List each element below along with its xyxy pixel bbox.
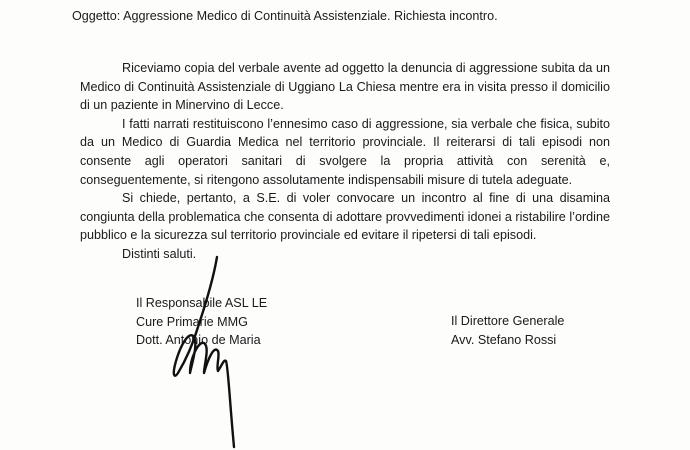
left-signatory-role: Il Responsabile ASL LE: [136, 296, 268, 310]
right-signatory: [451, 312, 564, 349]
paragraph-2: I fatti narrati restituiscono l’ennesimo caso di aggressione, sia verbale che fisica, subito da un Medico di Guardia Medica nel territorio provinciale. Il reiterarsi di tali episodi non consente agli operatori sanitari di svolgere la propria attività con serenità e, conseguentemente, si ritengono assolutamente indispensabili misure di tutela adeguate.: [80, 116, 610, 187]
right-signatory-name: Avv. Stefano Rossi: [451, 332, 557, 347]
paragraph-3: Si chiede, pertanto, a S.E. di voler convocare un incontro al fine di una disamina congiunta della problematica che consenta di adottare provvedimenti idonei a ristabilire l’ordine pubblico e la sicurezza sul territorio provinciale ed evitare il ripetersi di tali episodi.: [80, 191, 610, 243]
left-signatory-name: Dott. Antonio de Maria: [136, 333, 261, 347]
right-signatory-role: Il Direttore Generale: [451, 314, 565, 328]
paragraph-1: Riceviamo copia del verbale avente ad oggetto la denuncia di aggressione subita da un Medico di Continuità Assistenziale di Uggiano La Chiesa mentre era in visita presso il domicilio di un paziente in Minervino di Lecce.: [80, 61, 610, 113]
letter-body: [80, 59, 610, 264]
left-signatory-unit: Cure Primarie MMG: [136, 314, 248, 329]
handwritten-signature: [160, 255, 300, 450]
subject-line: Oggetto: Aggressione Medico di Continuità Assistenziale. Richiesta incontro.: [72, 9, 498, 23]
closing-greeting: Distinti saluti.: [122, 246, 197, 261]
